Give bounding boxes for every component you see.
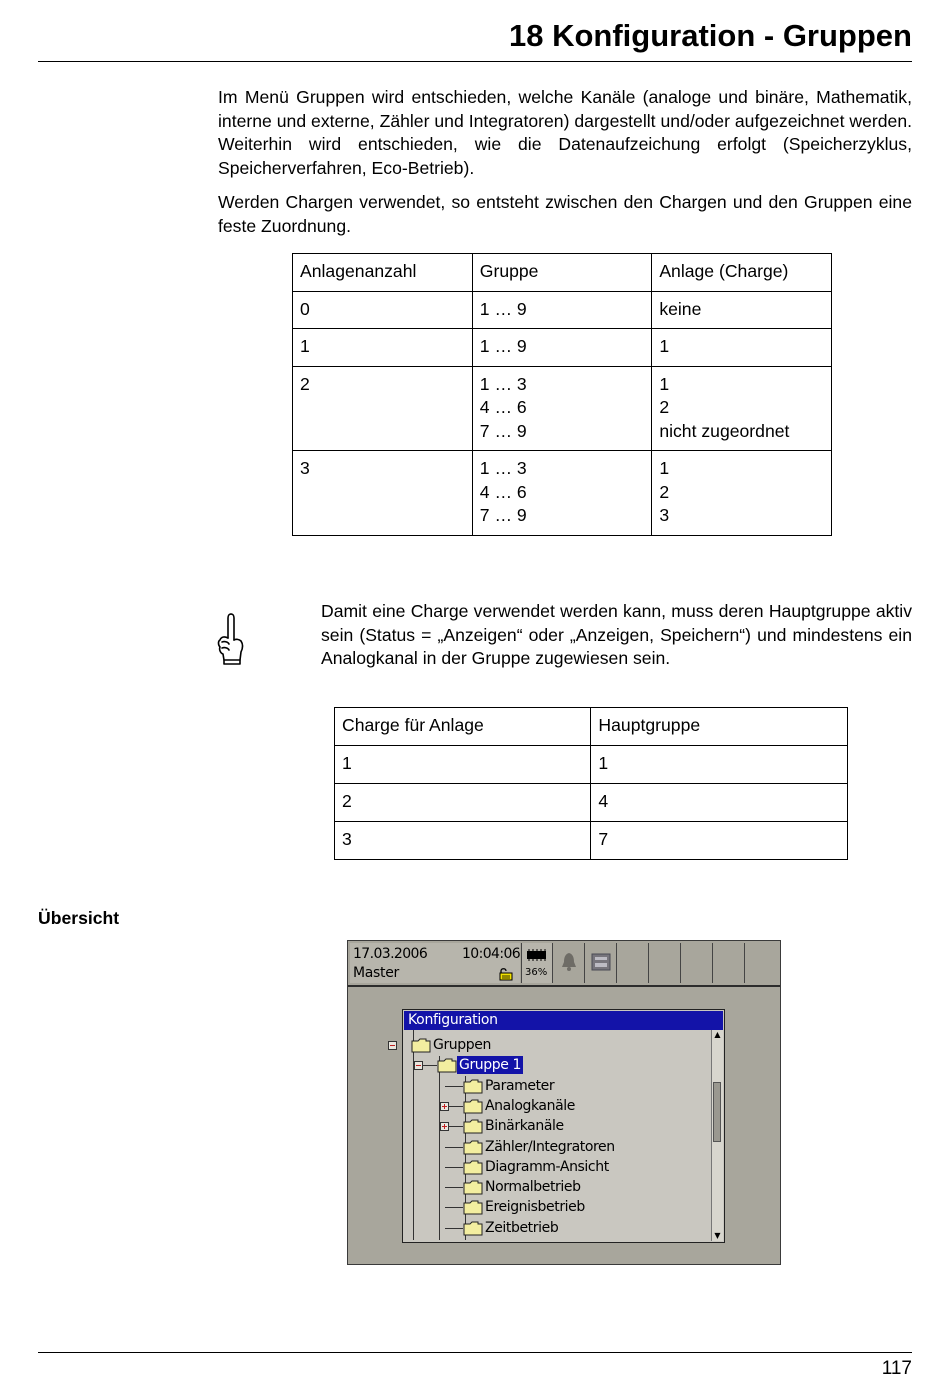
tree-item[interactable] xyxy=(463,1138,617,1156)
memory-percent: 36% xyxy=(525,967,548,978)
alarm-button[interactable] xyxy=(552,943,584,983)
table-cell: 3 xyxy=(293,451,473,536)
status-info xyxy=(350,943,520,983)
table-cell xyxy=(652,366,832,451)
folder-icon xyxy=(463,1180,483,1195)
table-row xyxy=(335,784,848,822)
table-cell xyxy=(472,366,652,451)
tree-line xyxy=(445,1086,463,1087)
device-screenshot xyxy=(347,940,781,1265)
header-rule xyxy=(38,61,912,62)
tree-item[interactable] xyxy=(463,1198,587,1216)
softkey-button[interactable] xyxy=(680,943,712,983)
table-row xyxy=(335,746,848,784)
tree-item-label: Analogkanäle xyxy=(485,1097,575,1114)
header-cell: Gruppe xyxy=(472,254,652,292)
table-cell: 1 xyxy=(293,329,473,367)
softkey-button[interactable] xyxy=(712,943,744,983)
softkey-button[interactable] xyxy=(616,943,648,983)
bell-icon xyxy=(559,951,579,973)
expand-icon[interactable] xyxy=(440,1102,449,1111)
table-header-row xyxy=(293,254,832,292)
header-cell: Anlage (Charge) xyxy=(652,254,832,292)
folder-icon xyxy=(437,1058,457,1073)
page-number: 117 xyxy=(881,1358,912,1379)
configuration-window xyxy=(402,1009,725,1243)
window-title: Konfiguration xyxy=(404,1011,723,1030)
tree-line xyxy=(445,1228,463,1229)
tree-item-label: Gruppen xyxy=(433,1037,491,1053)
table-cell: 1 xyxy=(335,746,591,784)
table-row xyxy=(293,291,832,329)
cell-line: 1 … 3 xyxy=(479,373,527,394)
assignment-table xyxy=(292,253,832,536)
lock-icon xyxy=(497,967,513,981)
folder-icon xyxy=(463,1221,483,1236)
folder-icon xyxy=(463,1079,483,1094)
folder-icon xyxy=(463,1160,483,1175)
folder-icon xyxy=(463,1140,483,1155)
table-cell: 2 xyxy=(293,366,473,451)
tree-item[interactable] xyxy=(437,1056,523,1074)
tree-item-label: Zähler/Integratoren xyxy=(485,1138,615,1155)
folder-icon xyxy=(463,1200,483,1215)
folder-icon xyxy=(411,1038,431,1053)
cell-line: 1 xyxy=(659,458,670,478)
footer-rule xyxy=(38,1352,912,1353)
scroll-down-icon[interactable]: ▼ xyxy=(712,1231,723,1241)
memory-card-button[interactable] xyxy=(584,943,616,983)
tree-line xyxy=(445,1207,463,1208)
tree-item[interactable] xyxy=(463,1077,556,1095)
table-cell xyxy=(652,451,832,536)
scroll-thumb[interactable] xyxy=(713,1082,721,1142)
status-time: 10:04:06 xyxy=(462,946,521,962)
table-header-row xyxy=(335,708,848,746)
tree-line xyxy=(445,1167,463,1168)
table-cell: 1 … 9 xyxy=(472,329,652,367)
table-row xyxy=(293,451,832,536)
cell-line: 7 … 9 xyxy=(479,420,527,441)
tree-line xyxy=(445,1187,463,1188)
tree-item-label: Parameter xyxy=(485,1077,555,1094)
intro-paragraph-2: Werden Chargen verwendet, so entsteht zwischen den Chargen und den Gruppen eine feste Zuordnung. xyxy=(218,192,912,236)
softkey-button[interactable] xyxy=(648,943,680,983)
table-row xyxy=(293,329,832,367)
cell-line: 1 … 3 xyxy=(479,458,527,478)
tree-item[interactable] xyxy=(463,1117,566,1135)
tree-item[interactable] xyxy=(463,1158,611,1176)
table-cell: 1 xyxy=(591,746,848,784)
table-cell: 0 xyxy=(293,291,473,329)
expand-icon[interactable] xyxy=(440,1122,449,1131)
table-cell: 2 xyxy=(335,784,591,822)
pointing-hand-icon xyxy=(214,610,248,666)
status-user: Master xyxy=(353,965,400,981)
tree-item-label: Gruppe 1 xyxy=(459,1057,522,1074)
table-cell: 7 xyxy=(591,822,848,860)
tree-item-label: Normalbetrieb xyxy=(485,1179,581,1196)
cell-line: 4 … 6 xyxy=(479,397,527,417)
main-group-table xyxy=(334,707,848,860)
header-cell: Charge für Anlage xyxy=(335,708,591,746)
tree-item[interactable] xyxy=(463,1178,583,1196)
collapse-icon[interactable] xyxy=(414,1061,423,1070)
memory-chip-icon xyxy=(525,949,548,961)
intro-paragraph-1: Im Menü Gruppen wird entschieden, welche Kanäle (analoge und binäre, Mathematik, interne und externe, Zähler und Integratoren) dargestellt und/oder aufgezeichnet werden. Weiterhin wird entschieden, wie die Datenaufzeichung erfolgt (Speicherzyklus, Speicherverfahren, Eco-Betrieb). xyxy=(218,87,912,178)
cell-line: 1 xyxy=(659,373,670,394)
memory-card-icon xyxy=(590,951,612,973)
cell-line: 4 … 6 xyxy=(479,481,527,502)
cell-line: 7 … 9 xyxy=(479,505,527,525)
page-title: 18 Konfiguration - Gruppen xyxy=(509,18,912,53)
cell-line: 2 xyxy=(659,397,670,417)
tree-item-label: Binärkanäle xyxy=(485,1118,564,1135)
memory-indicator xyxy=(521,943,552,983)
tree-item[interactable] xyxy=(463,1219,560,1237)
table-cell: 3 xyxy=(335,822,591,860)
note-paragraph: Damit eine Charge verwendet werden kann, muss deren Hauptgruppe aktiv sein (Status = „Anzeigen“ oder „Anzeigen, Speichern“) und mindestens ein Analogkanal in der Gruppe zugewiesen sein. xyxy=(321,601,912,668)
tree-line xyxy=(445,1147,463,1148)
tree-item-label: Zeitbetrieb xyxy=(485,1219,559,1236)
header-cell: Anlagenanzahl xyxy=(293,254,473,292)
status-date: 17.03.2006 xyxy=(353,946,428,962)
table-cell xyxy=(472,451,652,536)
table-row xyxy=(293,366,832,451)
folder-icon xyxy=(463,1119,483,1134)
table-cell: keine xyxy=(652,291,832,329)
overview-heading: Übersicht xyxy=(38,908,120,928)
table-row xyxy=(335,822,848,860)
cell-line: nicht zugeordnet xyxy=(659,420,790,441)
tree-item-label: Ereignisbetrieb xyxy=(485,1199,585,1216)
softkey-button[interactable] xyxy=(744,943,780,983)
tree-item-label: Diagramm-Ansicht xyxy=(485,1158,609,1175)
table-cell: 1 xyxy=(652,329,832,367)
tree-item[interactable] xyxy=(411,1036,493,1054)
status-bar xyxy=(348,941,780,987)
folder-icon xyxy=(463,1099,483,1114)
header-cell: Hauptgruppe xyxy=(591,708,848,746)
collapse-icon[interactable] xyxy=(388,1041,397,1050)
cell-line: 2 xyxy=(659,481,670,502)
table-cell: 4 xyxy=(591,784,848,822)
tree-scrollbar[interactable] xyxy=(711,1030,723,1241)
cell-line: 3 xyxy=(659,505,670,525)
tree-item[interactable] xyxy=(463,1097,577,1115)
tree-line xyxy=(439,1056,440,1240)
table-cell: 1 … 9 xyxy=(472,291,652,329)
configuration-tree xyxy=(403,1030,713,1240)
scroll-up-icon[interactable]: ▲ xyxy=(712,1030,723,1040)
